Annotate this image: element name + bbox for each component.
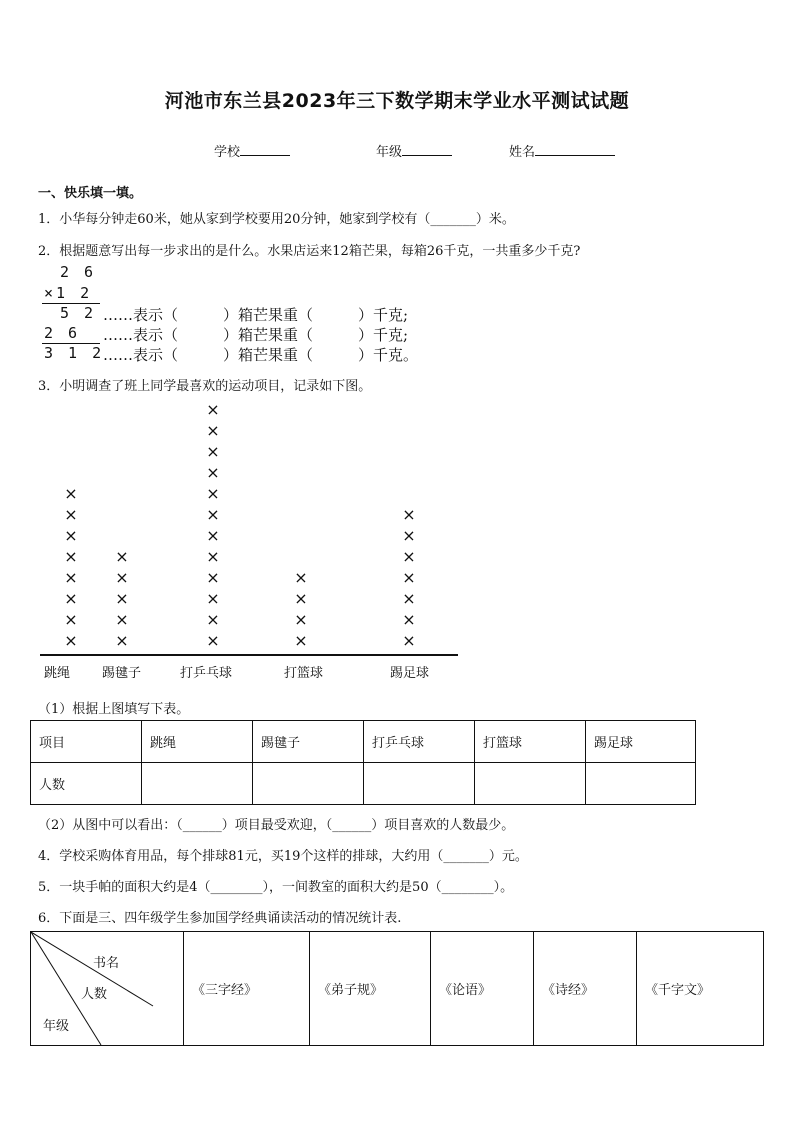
calc-explain-2: ……表示（ ）箱芒果重（ ）千克;	[103, 326, 409, 344]
question-4: 4．学校采购体育用品，每个排球81元，买19个这样的排球，大约用（_______）元。	[38, 849, 528, 864]
tally-mark-3-10: ×	[206, 442, 220, 461]
table-row	[31, 763, 696, 805]
calc-multiplier: ×1 2	[44, 284, 93, 302]
question-3: 3．小明调查了班上同学最喜欢的运动项目，记录如下图。	[38, 379, 372, 394]
tally-mark-1-1: ×	[64, 631, 78, 650]
tally-mark-4-1: ×	[294, 631, 308, 650]
tally-mark-5-2: ×	[402, 610, 416, 629]
table-header-cell: 踢毽子	[253, 721, 364, 763]
category-label-jump-rope: 跳绳	[44, 666, 71, 681]
tally-mark-3-11: ×	[206, 421, 220, 440]
question-5: 5．一块手帕的面积大约是4（________），一间教室的面积大约是50（________）。	[38, 880, 514, 895]
tally-mark-3-12: ×	[206, 400, 220, 419]
calc-partial-1: 5 2	[60, 304, 97, 322]
table-header-cell: 打篮球	[475, 721, 586, 763]
table-header-cell: 项目	[31, 721, 142, 763]
answer-cell[interactable]	[475, 763, 586, 805]
tally-mark-1-5: ×	[64, 547, 78, 566]
book-title-cell	[534, 932, 637, 1046]
tally-mark-3-4: ×	[206, 568, 220, 587]
school-label: 学校	[214, 145, 241, 160]
table-header-cell: 踢足球	[586, 721, 696, 763]
diagonal-label-count: 人数	[81, 987, 108, 1002]
category-label-table-tennis: 打乒乓球	[180, 666, 233, 681]
question-1: 1．小华每分钟走60米，她从家到学校要用20分钟，她家到学校有（_______）米。	[38, 212, 515, 227]
reading-stats-table	[30, 931, 764, 1046]
tally-mark-3-3: ×	[206, 589, 220, 608]
chart-baseline	[40, 654, 458, 656]
name-field	[509, 141, 615, 160]
tally-mark-4-3: ×	[294, 589, 308, 608]
book-title: 《论语》	[439, 983, 492, 998]
tally-mark-1-4: ×	[64, 568, 78, 587]
question-3-part-2: （2）从图中可以看出：（______）项目最受欢迎，（______）项目喜欢的人数最少。	[38, 818, 515, 833]
book-title: 《诗经》	[542, 983, 595, 998]
calc-partial-2: 2 6	[44, 324, 81, 342]
book-title: 《弟子规》	[318, 983, 384, 998]
tally-mark-2-5: ×	[115, 547, 129, 566]
answer-cell[interactable]	[586, 763, 696, 805]
tally-mark-1-3: ×	[64, 589, 78, 608]
calc-explain-3: ……表示（ ）箱芒果重（ ）千克。	[103, 346, 419, 364]
tally-mark-5-4: ×	[402, 568, 416, 587]
category-label-basketball: 打篮球	[284, 666, 324, 681]
sports-count-table	[30, 720, 696, 805]
category-label-shuttlecock: 踢毽子	[102, 666, 142, 681]
tally-mark-3-9: ×	[206, 463, 220, 482]
tally-mark-5-6: ×	[402, 526, 416, 545]
tally-mark-3-5: ×	[206, 547, 220, 566]
answer-cell[interactable]	[142, 763, 253, 805]
table-row-label: 人数	[31, 763, 142, 805]
answer-cell[interactable]	[253, 763, 364, 805]
grade-blank[interactable]	[402, 142, 452, 156]
table-header-row	[31, 721, 696, 763]
page-title: 河池市东兰县2023年三下数学期末学业水平测试试题	[164, 90, 630, 112]
tally-mark-3-2: ×	[206, 610, 220, 629]
tally-mark-2-4: ×	[115, 568, 129, 587]
table-header-cell: 跳绳	[142, 721, 253, 763]
book-title-cell	[431, 932, 534, 1046]
school-blank[interactable]	[240, 142, 290, 156]
book-title-cell	[637, 932, 764, 1046]
answer-cell[interactable]	[364, 763, 475, 805]
grade-label: 年级	[376, 145, 403, 160]
calc-product: 3 1 2	[44, 344, 105, 362]
calc-explain-1: ……表示（ ）箱芒果重（ ）千克;	[103, 306, 409, 324]
tally-mark-2-2: ×	[115, 610, 129, 629]
tally-mark-3-7: ×	[206, 505, 220, 524]
table-header-row	[31, 932, 764, 1046]
book-title-cell	[184, 932, 310, 1046]
tally-mark-2-3: ×	[115, 589, 129, 608]
question-2: 2．根据题意写出每一步求出的是什么。水果店运来12箱芒果，每箱26千克，一共重多少千克?	[38, 244, 581, 259]
name-blank[interactable]	[535, 142, 615, 156]
diagonal-label-grade: 年级	[43, 1019, 70, 1034]
tally-mark-2-1: ×	[115, 631, 129, 650]
category-label-football: 踢足球	[390, 666, 430, 681]
calc-multiplicand: 2 6	[60, 263, 97, 281]
tally-mark-1-7: ×	[64, 505, 78, 524]
tally-mark-5-1: ×	[402, 631, 416, 650]
diagonal-header-cell	[31, 932, 184, 1046]
name-label: 姓名	[509, 145, 536, 160]
question-3-part-1: （1）根据上图填写下表。	[38, 702, 190, 717]
tally-mark-5-3: ×	[402, 589, 416, 608]
book-title-cell	[310, 932, 431, 1046]
tally-mark-3-1: ×	[206, 631, 220, 650]
tally-mark-1-8: ×	[64, 484, 78, 503]
tally-mark-5-7: ×	[402, 505, 416, 524]
book-title: 《三字经》	[192, 983, 258, 998]
tally-mark-5-5: ×	[402, 547, 416, 566]
diagonal-label-book: 书名	[93, 956, 120, 971]
table-header-cell: 打乒乓球	[364, 721, 475, 763]
tally-mark-3-6: ×	[206, 526, 220, 545]
tally-mark-1-2: ×	[64, 610, 78, 629]
school-field	[214, 141, 290, 160]
tally-mark-4-4: ×	[294, 568, 308, 587]
tally-mark-4-2: ×	[294, 610, 308, 629]
section-heading: 一、快乐填一填。	[38, 186, 143, 201]
grade-field	[376, 141, 452, 160]
tally-mark-3-8: ×	[206, 484, 220, 503]
book-title: 《千字文》	[645, 983, 711, 998]
question-6: 6．下面是三、四年级学生参加国学经典诵读活动的情况统计表.	[38, 911, 402, 926]
tally-mark-1-6: ×	[64, 526, 78, 545]
